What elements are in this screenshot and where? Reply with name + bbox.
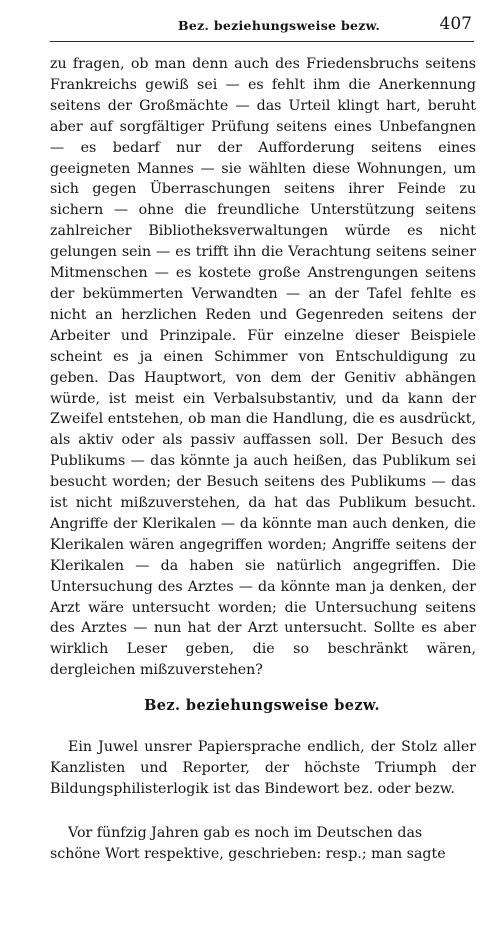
paragraph-3-line-2: schöne Wort respektive, geschrieben: resp.; man sagte bbox=[50, 846, 446, 862]
running-header bbox=[48, 14, 478, 40]
section-heading: Bez. beziehungsweise bezw. bbox=[144, 697, 380, 714]
body-paragraph-3 bbox=[50, 823, 476, 865]
body-paragraph-2: Ein Juwel unsrer Papiersprache endlich, der Stolz aller Kanzlisten und Reporter, der höchste Triumph der Bildungsphilisterlogik ist das Bindewort bez. oder bezw. bbox=[50, 739, 476, 797]
paragraph-3-line-1: Vor fünfzig Jahren gab es noch im Deutschen das bbox=[68, 825, 423, 841]
running-title: Bez. beziehungsweise bezw. bbox=[178, 18, 381, 33]
page-number: 407 bbox=[439, 14, 472, 34]
body-paragraph-1: zu fragen, ob man denn auch des Friedensbruchs seitens Frankreichs gewiß sei — es fehlt ihm die Anerkennung seitens der Großmächte — das Urteil klingt hart, beruht aber auf sorgfältiger Prüfung seitens eines Unbefangnen — es bedarf nur der Aufforderung seitens eines geeigneten Mannes — sie wählten diese Wohnungen, um sich gegen Überraschungen seitens ihrer Feinde zu sichern — ohne die freundliche Unterstützung seitens zahlreicher Bibliotheksverwaltungen würde es nicht gelungen sein — es trifft ihn die Verachtung seitens seiner Mitmenschen — es kostete große Anstrengungen seitens der bekümmerten Verwandten — an der Tafel fehlte es nicht an herzlichen Reden und Gegenreden seitens der Arbeiter und Prinzipale. Für einzelne dieser Beispiele scheint es ja einen Schimmer von Entschuldigung zu geben. Das Hauptwort, von dem der Genitiv abhängen würde, ist meist ein Verbalsubstantiv, und da kann der Zweifel entstehen, ob man die Handlung, die es ausdrückt, als aktiv oder als passiv auffassen soll. Der Besuch des Publikums — das könnte ja auch heißen, das Publikum sei besucht worden; der Besuch seitens des Publikums — das ist nicht mißzuverstehen, da hat das Publikum besucht. Angriffe der Klerikalen — da könnte man auch denken, die Klerikalen wären angegriffen worden; Angriffe seitens der Klerikalen — da haben sie natürlich angegriffen. Die Untersuchung des Arztes — da könnte man ja denken, der Arzt wäre untersucht worden; die Untersuchung seitens des Arztes — nun hat der Arzt untersucht. Sollte es aber wirklich Leser geben, die so beschränkt wären, dergleichen mißzuverstehen? bbox=[50, 56, 476, 679]
header-rule bbox=[50, 41, 474, 42]
